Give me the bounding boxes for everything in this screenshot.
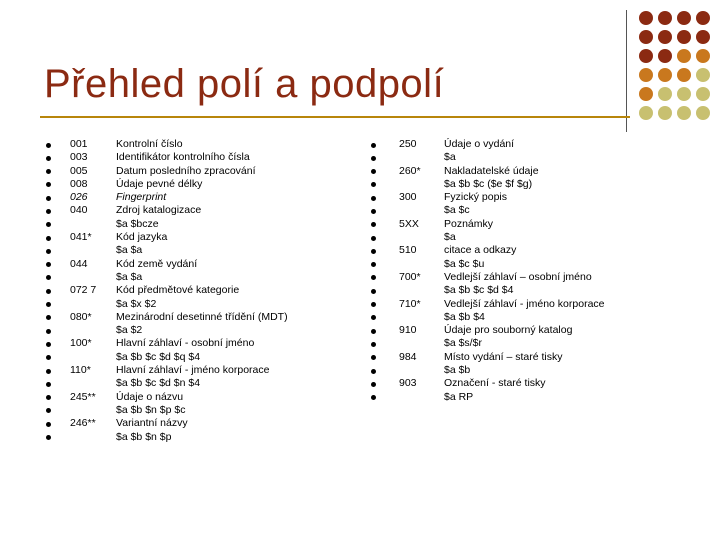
bullet-icon xyxy=(371,209,376,214)
bullet-icon xyxy=(46,275,51,280)
decorative-dot xyxy=(639,87,653,101)
bullet-icon xyxy=(46,435,51,440)
field-description: $a $b $n $p xyxy=(116,430,172,443)
list-item xyxy=(46,218,366,231)
field-description: Údaje o názvu xyxy=(116,390,184,403)
field-description: $a $b $4 xyxy=(444,310,485,323)
decorative-dot xyxy=(639,106,653,120)
list-item xyxy=(371,218,671,231)
list-item xyxy=(371,178,671,191)
bullet-icon xyxy=(46,355,51,360)
field-description: Kód země vydání xyxy=(116,257,198,270)
list-item xyxy=(46,165,366,178)
bullet-icon xyxy=(46,156,51,161)
bullet-icon xyxy=(46,262,51,267)
field-code: 001 xyxy=(70,138,88,150)
field-description: $a $b $n $p $c xyxy=(116,403,186,416)
field-code: 003 xyxy=(70,151,88,164)
field-description: Fingerprint xyxy=(116,191,167,204)
decorative-dot xyxy=(677,68,691,82)
field-description: $a $c xyxy=(444,204,470,217)
field-description: Označení - staré tisky xyxy=(444,377,546,390)
bullet-icon xyxy=(371,156,376,161)
list-item xyxy=(371,298,671,311)
list-item xyxy=(46,178,366,191)
bullet-icon xyxy=(46,289,51,294)
decorative-dot xyxy=(696,11,710,25)
field-code: 710* xyxy=(399,297,421,310)
field-description: Údaje pro souborný katalog xyxy=(444,324,573,337)
bullet-icon xyxy=(46,342,51,347)
decorative-dot xyxy=(639,49,653,63)
bullet-icon xyxy=(46,395,51,400)
field-description: $a $2 xyxy=(116,324,143,337)
bullet-icon xyxy=(46,209,51,214)
bullet-icon xyxy=(371,222,376,227)
list-item xyxy=(46,151,366,164)
field-description: $a $x $2 xyxy=(116,297,157,310)
field-description: $a RP xyxy=(444,390,474,403)
field-code: 040 xyxy=(70,204,88,217)
field-description: Hlavní záhlaví - jméno korporace xyxy=(116,364,270,377)
field-description: Zdroj katalogizace xyxy=(116,204,202,217)
bullet-icon xyxy=(371,196,376,201)
list-item xyxy=(46,204,366,217)
field-description: Údaje o vydání xyxy=(444,138,515,150)
bullet-icon xyxy=(46,169,51,174)
field-description: Údaje pevné délky xyxy=(116,177,203,190)
field-code: 260* xyxy=(399,164,421,177)
field-description: Kód předmětové kategorie xyxy=(116,284,240,297)
decorative-dot xyxy=(696,49,710,63)
field-description: Vedlejší záhlaví – osobní jméno xyxy=(444,270,592,283)
left-field-list xyxy=(46,138,366,444)
title-underline xyxy=(40,116,630,118)
decorative-dot xyxy=(677,87,691,101)
decorative-dot xyxy=(696,87,710,101)
decorative-dot xyxy=(696,106,710,120)
bullet-icon xyxy=(46,143,51,148)
list-item xyxy=(46,404,366,417)
decorative-dot xyxy=(639,30,653,44)
list-item xyxy=(46,138,366,151)
bullet-icon xyxy=(46,182,51,187)
bullet-icon xyxy=(371,143,376,148)
list-item xyxy=(46,431,366,444)
decorative-dot xyxy=(639,68,653,82)
list-item xyxy=(371,151,671,164)
field-description: $a $b xyxy=(444,364,471,377)
decorative-dot xyxy=(658,106,672,120)
list-item xyxy=(371,231,671,244)
field-description: Hlavní záhlaví - osobní jméno xyxy=(116,337,255,350)
bullet-icon xyxy=(46,329,51,334)
list-item xyxy=(371,138,671,151)
field-code: 245** xyxy=(70,390,96,403)
list-item xyxy=(371,337,671,350)
bullet-icon xyxy=(46,422,51,427)
decorative-dot xyxy=(639,11,653,25)
list-item xyxy=(46,364,366,377)
bullet-icon xyxy=(371,236,376,241)
list-item xyxy=(46,258,366,271)
list-item xyxy=(46,231,366,244)
list-item xyxy=(46,244,366,257)
bullet-icon xyxy=(46,408,51,413)
field-description: $a xyxy=(444,151,456,164)
field-code: 903 xyxy=(399,377,417,390)
field-description: Poznámky xyxy=(444,217,494,230)
field-code: 300 xyxy=(399,191,417,204)
decorative-dot xyxy=(696,30,710,44)
field-description: $a $b $c $d $4 xyxy=(444,284,514,297)
bullet-icon xyxy=(46,315,51,320)
decorative-dot xyxy=(677,30,691,44)
bullet-icon xyxy=(46,369,51,374)
field-code: 005 xyxy=(70,164,88,177)
field-code: 026 xyxy=(70,191,88,204)
bullet-icon xyxy=(46,302,51,307)
field-code: 5XX xyxy=(399,217,419,230)
list-item xyxy=(371,391,671,404)
decorative-dot xyxy=(696,68,710,82)
field-description: Datum posledního zpracování xyxy=(116,164,256,177)
list-item xyxy=(371,284,671,297)
bullet-icon xyxy=(371,382,376,387)
bullet-icon xyxy=(371,169,376,174)
list-item xyxy=(371,165,671,178)
field-description: $a $b $c ($e $f $g) xyxy=(444,177,533,190)
field-code: 080* xyxy=(70,310,92,323)
field-description: Variantní názvy xyxy=(116,417,188,430)
bullet-icon xyxy=(371,395,376,400)
decorative-dot xyxy=(658,11,672,25)
field-code: 250 xyxy=(399,138,417,150)
bullet-icon xyxy=(371,369,376,374)
vertical-divider xyxy=(626,10,627,132)
list-item xyxy=(46,391,366,404)
decorative-dot xyxy=(677,11,691,25)
list-item xyxy=(371,364,671,377)
field-code: 041* xyxy=(70,231,92,244)
field-description: Vedlejší záhlaví - jméno korporace xyxy=(444,297,605,310)
field-code: 984 xyxy=(399,350,417,363)
bullet-icon xyxy=(46,382,51,387)
field-code: 110* xyxy=(70,364,91,377)
bullet-icon xyxy=(371,275,376,280)
field-description: $a xyxy=(444,231,456,244)
list-item xyxy=(46,324,366,337)
field-description: $a $c $u xyxy=(444,257,485,270)
bullet-icon xyxy=(371,249,376,254)
field-code: 910 xyxy=(399,324,417,337)
field-description: $a $b $c $d $q $4 xyxy=(116,350,201,363)
list-item xyxy=(371,271,671,284)
decorative-dot xyxy=(677,49,691,63)
bullet-icon xyxy=(371,289,376,294)
list-item xyxy=(46,284,366,297)
field-description: Místo vydání – staré tisky xyxy=(444,350,563,363)
list-item xyxy=(46,417,366,430)
list-item xyxy=(46,191,366,204)
list-item xyxy=(46,377,366,390)
decorative-dot xyxy=(658,49,672,63)
list-item xyxy=(46,271,366,284)
field-description: $a $a xyxy=(116,244,143,257)
list-item xyxy=(371,191,671,204)
list-item xyxy=(46,311,366,324)
field-description: Identifikátor kontrolního čísla xyxy=(116,151,250,164)
field-code: 072 7 xyxy=(70,284,97,297)
field-code: 044 xyxy=(70,257,88,270)
list-item xyxy=(371,258,671,271)
bullet-icon xyxy=(46,222,51,227)
list-item xyxy=(371,244,671,257)
bullet-icon xyxy=(371,262,376,267)
list-item xyxy=(46,337,366,350)
field-description: citace a odkazy xyxy=(444,244,517,257)
field-description: Mezinárodní desetinné třídění (MDT) xyxy=(116,310,288,323)
list-item xyxy=(371,204,671,217)
bullet-icon xyxy=(371,302,376,307)
bullet-icon xyxy=(46,236,51,241)
bullet-icon xyxy=(46,196,51,201)
bullet-icon xyxy=(46,249,51,254)
decorative-dot xyxy=(658,30,672,44)
bullet-icon xyxy=(371,329,376,334)
field-description: $a $b $c $d $n $4 xyxy=(116,377,201,390)
list-item xyxy=(371,377,671,390)
field-description: Fyzický popis xyxy=(444,191,508,204)
field-description: Kód jazyka xyxy=(116,231,168,244)
field-description: Nakladatelské údaje xyxy=(444,164,539,177)
bullet-icon xyxy=(371,315,376,320)
right-field-list xyxy=(371,138,671,404)
field-code: 700* xyxy=(399,270,421,283)
decorative-dot xyxy=(677,106,691,120)
field-description: $a $a xyxy=(116,270,143,283)
field-code: 008 xyxy=(70,177,88,190)
decorative-dot xyxy=(658,87,672,101)
list-item xyxy=(46,298,366,311)
list-item xyxy=(46,351,366,364)
field-description: $a $s/$r xyxy=(444,337,482,350)
slide-title: Přehled polí a podpolí xyxy=(44,62,445,106)
field-description: $a $bcze xyxy=(116,217,159,230)
bullet-icon xyxy=(371,182,376,187)
field-code: 510 xyxy=(399,244,417,257)
bullet-icon xyxy=(371,355,376,360)
field-description: Kontrolní číslo xyxy=(116,138,183,150)
list-item xyxy=(371,311,671,324)
decorative-dot xyxy=(658,68,672,82)
bullet-icon xyxy=(371,342,376,347)
field-code: 100* xyxy=(70,337,92,350)
list-item xyxy=(371,324,671,337)
list-item xyxy=(371,351,671,364)
field-code: 246** xyxy=(70,417,96,430)
